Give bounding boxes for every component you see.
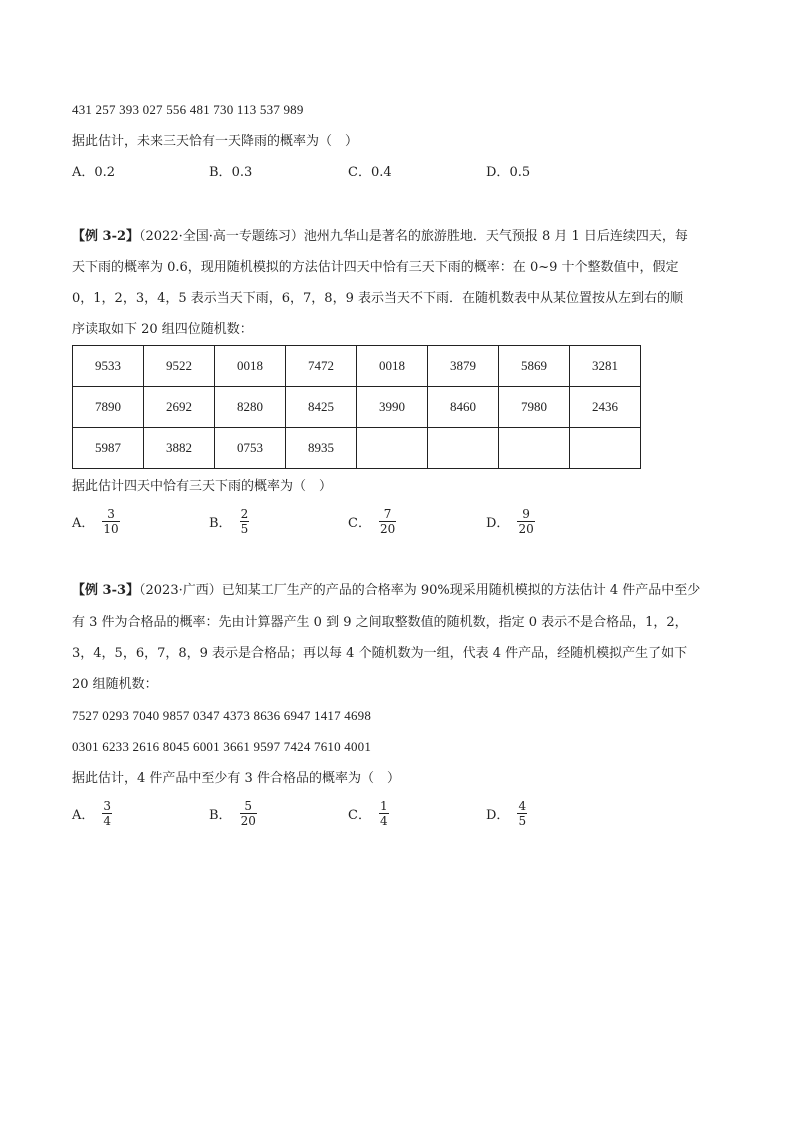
option-b bbox=[209, 165, 252, 181]
option-label: D． bbox=[486, 516, 510, 531]
table-cell: 3879 bbox=[428, 346, 499, 387]
numerator: 9 bbox=[522, 507, 530, 521]
example-3-3-line-3: 3，4，5，6，7，8，9 表示是合格品；再以每 4 个随机数为一组，代表 4 件产品，经随机模拟产生了如下 bbox=[72, 646, 688, 661]
example-3-2-line-4: 序读取如下 20 组四位随机数： bbox=[72, 322, 253, 337]
table-cell: 3281 bbox=[570, 346, 641, 387]
numerator: 5 bbox=[244, 799, 253, 813]
example-tag: 【例 3-3】 bbox=[72, 583, 140, 598]
fraction bbox=[379, 507, 396, 536]
table-cell: 8935 bbox=[286, 428, 357, 469]
table-cell: 7472 bbox=[286, 346, 357, 387]
option-label: B． bbox=[209, 808, 232, 823]
option-c bbox=[348, 507, 396, 536]
table-cell: 2692 bbox=[144, 387, 215, 428]
table-cell: 3990 bbox=[357, 387, 428, 428]
fraction bbox=[379, 799, 389, 828]
option-b bbox=[209, 507, 249, 536]
denominator: 5 bbox=[518, 814, 527, 828]
table-cell: 2436 bbox=[570, 387, 641, 428]
random-number-sequence: 0301 6233 2616 8045 6001 3661 9597 7424 7610 4001 bbox=[72, 739, 372, 754]
table-cell: 3882 bbox=[144, 428, 215, 469]
numerator: 4 bbox=[518, 799, 527, 813]
example-3-3-line-1 bbox=[72, 583, 700, 599]
example-3-3-line-4: 20 组随机数： bbox=[72, 677, 158, 692]
example-3-3-line-2: 有 3 件为合格品的概率：先由计算器产生 0 到 9 之间取整数值的随机数，指定 0 表示不是合格品，1，2， bbox=[72, 615, 688, 630]
option-c bbox=[348, 165, 392, 181]
option-label: D． bbox=[486, 165, 510, 180]
fraction bbox=[517, 799, 527, 828]
table-cell: 7980 bbox=[499, 387, 570, 428]
table-cell: 9533 bbox=[73, 346, 144, 387]
numerator: 3 bbox=[107, 507, 115, 521]
option-label: C． bbox=[348, 516, 371, 531]
numerator: 7 bbox=[383, 507, 392, 521]
option-label: D． bbox=[486, 808, 510, 823]
random-number-sequence: 431 257 393 027 556 481 730 113 537 989 bbox=[72, 102, 304, 117]
option-label: A． bbox=[72, 516, 95, 531]
option-d bbox=[486, 507, 535, 536]
question-text: 据此估计，4 件产品中至少有 3 件合格品的概率为（ ） bbox=[72, 771, 400, 786]
option-a bbox=[72, 799, 112, 828]
fraction bbox=[102, 799, 112, 828]
table-cell: 8280 bbox=[215, 387, 286, 428]
question-text: 据此估计四天中恰有三天下雨的概率为（ ） bbox=[72, 479, 333, 494]
example-text: （2023·广西）已知某工厂生产的产品的合格率为 90%现采用随机模拟的方法估计 4 件产品中至少 bbox=[139, 583, 701, 598]
table-cell bbox=[499, 428, 570, 469]
fraction bbox=[102, 507, 119, 536]
option-label: B． bbox=[209, 516, 232, 531]
table-cell: 0018 bbox=[357, 346, 428, 387]
table-row bbox=[73, 428, 641, 469]
denominator: 4 bbox=[103, 814, 112, 828]
denominator: 4 bbox=[379, 814, 388, 828]
example-3-2-line-3: 0，1，2，3，4，5 表示当天下雨，6，7，8，9 表示当天不下雨．在随机数表中从某位置按从左到右的顺 bbox=[72, 291, 683, 306]
table-row bbox=[73, 346, 641, 387]
option-label: A． bbox=[72, 808, 95, 823]
option-value: 0.2 bbox=[94, 165, 116, 180]
table-row bbox=[73, 387, 641, 428]
option-d bbox=[486, 799, 527, 828]
table-cell: 8425 bbox=[286, 387, 357, 428]
example-3-2-line-1 bbox=[72, 229, 688, 245]
denominator: 10 bbox=[103, 522, 119, 536]
table-cell: 0753 bbox=[215, 428, 286, 469]
option-label: B． bbox=[209, 165, 232, 180]
random-number-table bbox=[72, 345, 641, 469]
example-text: （2022·全国·高一专题练习）池州九华山是著名的旅游胜地．天气预报 8 月 1 日后连续四天，每 bbox=[139, 229, 688, 244]
example-3-2-line-2: 天下雨的概率为 0.6，现用随机模拟的方法估计四天中恰有三天下雨的概率：在 0~9 十个整数值中，假定 bbox=[72, 260, 679, 275]
option-value: 0.4 bbox=[370, 165, 392, 180]
denominator: 20 bbox=[240, 814, 256, 828]
table-cell: 8460 bbox=[428, 387, 499, 428]
option-value: 0.3 bbox=[231, 165, 253, 180]
option-label: C． bbox=[348, 808, 371, 823]
fraction bbox=[240, 799, 257, 828]
option-a bbox=[72, 507, 120, 536]
option-a bbox=[72, 165, 115, 181]
table-cell bbox=[428, 428, 499, 469]
fraction bbox=[517, 507, 534, 536]
random-number-sequence: 7527 0293 7040 9857 0347 4373 8636 6947 1417 4698 bbox=[72, 708, 372, 723]
table-cell: 5987 bbox=[73, 428, 144, 469]
option-label: C． bbox=[348, 165, 371, 180]
denominator: 5 bbox=[240, 522, 249, 536]
question-text: 据此估计，未来三天恰有一天降雨的概率为（ ） bbox=[72, 134, 359, 149]
table-cell bbox=[570, 428, 641, 469]
table-cell: 0018 bbox=[215, 346, 286, 387]
denominator: 20 bbox=[518, 522, 534, 536]
fraction bbox=[240, 507, 250, 536]
option-c bbox=[348, 799, 389, 828]
table-cell: 7890 bbox=[73, 387, 144, 428]
option-b bbox=[209, 799, 257, 828]
option-d bbox=[486, 165, 530, 181]
option-value: 0.5 bbox=[509, 165, 531, 180]
numerator: 2 bbox=[240, 507, 249, 521]
option-label: A． bbox=[72, 165, 95, 180]
table-cell bbox=[357, 428, 428, 469]
numerator: 1 bbox=[379, 799, 388, 813]
denominator: 20 bbox=[379, 522, 396, 536]
numerator: 3 bbox=[103, 799, 112, 813]
table-cell: 5869 bbox=[499, 346, 570, 387]
table-cell: 9522 bbox=[144, 346, 215, 387]
example-tag: 【例 3-2】 bbox=[72, 229, 140, 244]
